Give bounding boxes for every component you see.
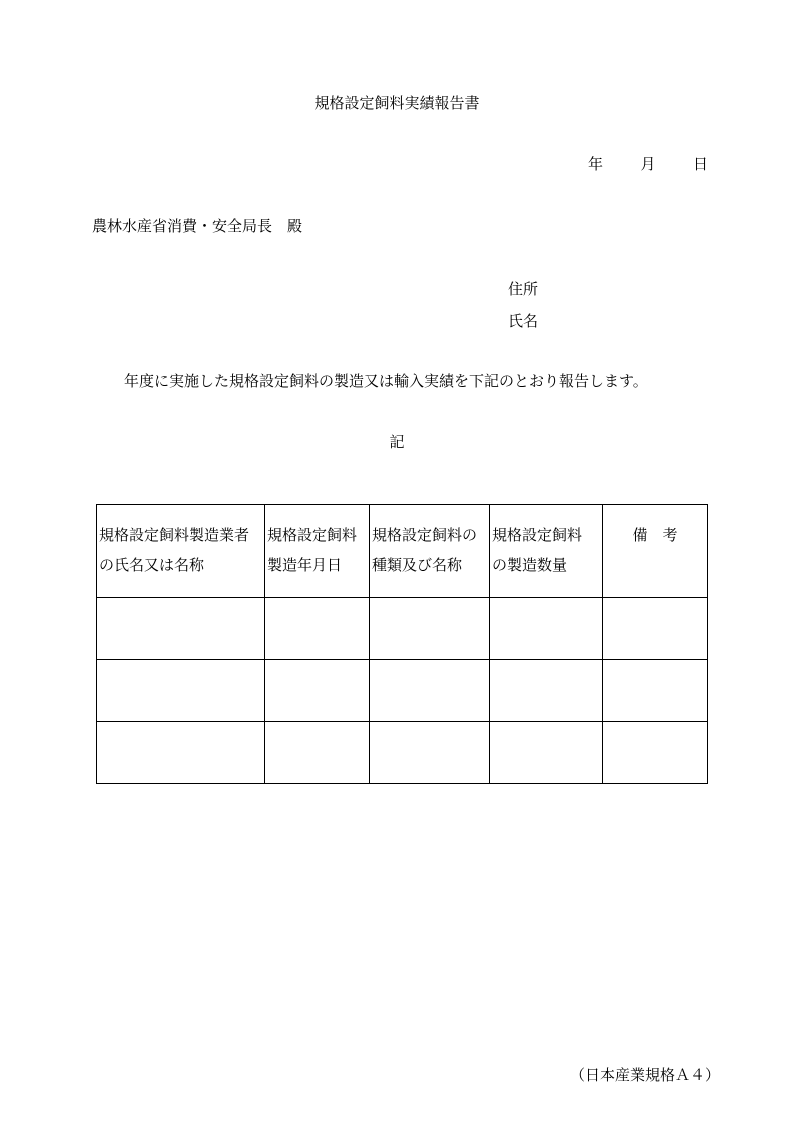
header-line: の製造数量: [492, 556, 568, 574]
header-line: 規格設定飼料: [492, 526, 583, 544]
date-day: 日: [692, 155, 708, 173]
report-table: [96, 504, 708, 784]
date-line: [588, 155, 708, 173]
table-cell[interactable]: [490, 660, 603, 722]
date-year: 年: [588, 155, 604, 173]
address-label: 住所: [508, 280, 539, 298]
header-line: 備 考: [632, 526, 678, 544]
header-line: 規格設定飼料の: [372, 526, 478, 544]
paper-size-note: （日本産業規格Ａ４）: [570, 1066, 721, 1084]
header-line: の氏名又は名称: [99, 556, 205, 574]
table-cell[interactable]: [603, 598, 708, 660]
document-title: 規格設定飼料実績報告書: [314, 94, 480, 112]
header-line: 規格設定飼料製造業者: [99, 526, 250, 544]
header-line: 規格設定飼料: [267, 526, 358, 544]
table-row: [97, 722, 708, 784]
table-cell[interactable]: [97, 598, 265, 660]
header-remarks: [603, 505, 708, 598]
table-cell[interactable]: [603, 660, 708, 722]
table-cell[interactable]: [265, 660, 370, 722]
header-manufacturer-name: [97, 505, 265, 598]
table-header-row: [97, 505, 708, 598]
header-feed-type-name: [370, 505, 490, 598]
table-cell[interactable]: [603, 722, 708, 784]
table-row: [97, 598, 708, 660]
table-cell[interactable]: [97, 722, 265, 784]
header-manufacture-date: [265, 505, 370, 598]
table-row: [97, 660, 708, 722]
table-cell[interactable]: [265, 598, 370, 660]
header-production-quantity: [490, 505, 603, 598]
name-label: 氏名: [508, 312, 539, 330]
table-cell[interactable]: [97, 660, 265, 722]
table-cell[interactable]: [490, 598, 603, 660]
report-statement: 年度に実施した規格設定飼料の製造又は輸入実績を下記のとおり報告します。: [124, 372, 648, 390]
table-cell[interactable]: [490, 722, 603, 784]
table-cell[interactable]: [370, 598, 490, 660]
table-cell[interactable]: [370, 722, 490, 784]
table-cell[interactable]: [265, 722, 370, 784]
table-cell[interactable]: [370, 660, 490, 722]
header-line: 製造年月日: [267, 556, 343, 574]
recipient-line: 農林水産省消費・安全局長 殿: [92, 217, 303, 235]
ki-heading: 記: [389, 433, 405, 451]
date-month: 月: [640, 155, 656, 173]
header-line: 種類及び名称: [372, 556, 463, 574]
